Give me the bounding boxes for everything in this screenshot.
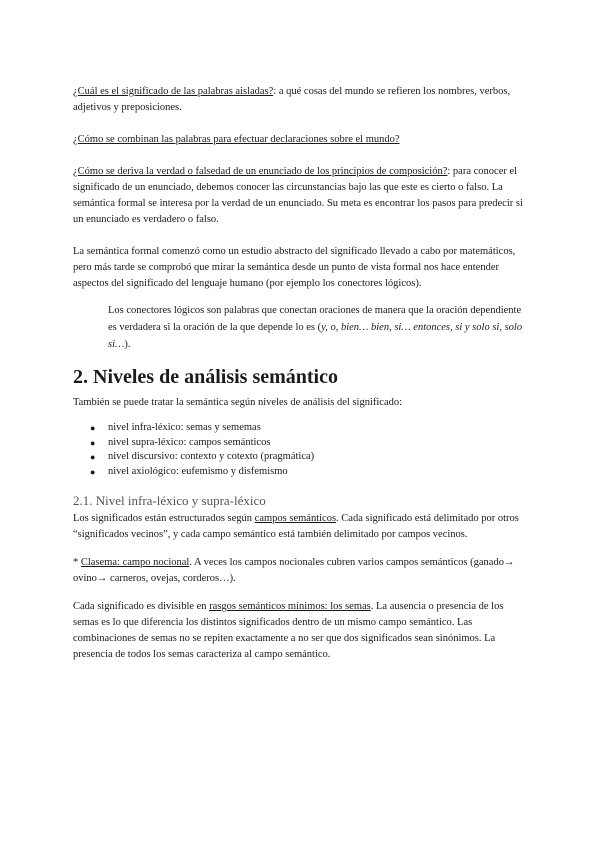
list-item: ● nivel axiológico: eufemismo y disfemismo <box>108 465 528 480</box>
question-text-1: : a qué cosas del mundo se refieren los nombres, verbos, adjetivos y preposiciones. <box>73 86 511 113</box>
quote-italic: y, o, bien… bien, si… entonces, si y solo si, solo si… <box>108 322 523 350</box>
question-paragraph-1 <box>73 84 528 116</box>
question-link-3: ¿Cómo se deriva la verdad o falsedad de un enunciado de los principios de composición? <box>73 166 448 177</box>
question-link-1: ¿Cuál es el significado de las palabras aisladas? <box>73 86 274 97</box>
list-item: ● nivel infra-léxico: semas y sememas <box>108 421 528 436</box>
semes-link: rasgos semánticos mínimos: los semas <box>209 601 371 612</box>
connectors-quote <box>108 302 528 353</box>
question-paragraph-3 <box>73 164 528 228</box>
bullet-icon: ● <box>90 437 96 448</box>
bullet-icon: ● <box>90 452 96 462</box>
bullet-icon: ● <box>90 423 96 433</box>
section-2-1-heading: 2.1. Nivel infra-léxico y supra-léxico <box>73 493 266 508</box>
semantic-fields-link: campos semánticos <box>254 513 337 524</box>
formal-semantics-paragraph: La semántica formal comenzó como un estudio abstracto del significado llevado a cabo por matemáticos, pero más tarde se comprobó que mirar la semántica desde un punto de vista formal nos hace entender aspectos del significado del lenguaje humano (por ejemplo los conectores lógicos). <box>73 246 516 289</box>
clasema-link: Clasema: campo nocional <box>80 557 190 568</box>
quote-end: ). <box>124 339 131 350</box>
levels-list <box>73 421 528 479</box>
section-2-intro: También se puede tratar la semántica según niveles de análisis del significado: <box>73 397 403 408</box>
question-paragraph-2 <box>73 132 528 148</box>
clasema-paragraph: * Clasema: campo nocional. A veces los campos nocionales cubren varios campos semánticos (ganado→ ovino→ carneros, ovejas, corderos…). <box>73 557 515 584</box>
question-link-2: ¿Cómo se combinan las palabras para efectuar declaraciones sobre el mundo? <box>73 134 400 145</box>
question-text-3: : para conocer el significado de un enunciado, debemos conocer las circunstancias bajo las que este es cierto o falso. La semántica formal se interesa por la verdad de un enunciado. Su meta es encontrar los pasos para predecir si un enunciado es verdadero o falso. <box>73 166 523 225</box>
list-item: ● nivel supra-léxico: campos semánticos <box>108 436 528 451</box>
semes-paragraph: Cada significado es divisible en rasgos semánticos mínimos: los semas. La ausencia o presencia de los semas es lo que diferencia los distintos significados dentro de un mismo campo semántico. Las combinaciones de semas no se repiten exactamente a no ser que dos significados sean sinónimos. La presencia de todos los semas caracteriza al campo semántico. <box>73 601 504 660</box>
bullet-icon: ● <box>90 466 96 477</box>
document-page <box>73 84 528 663</box>
list-item: ● nivel discursivo: contexto y cotexto (pragmática) <box>108 450 528 465</box>
semantic-fields-paragraph: Los significados están estructurados según campos semánticos. Cada significado está delimitado por otros “significados vecinos”, y cada campo semántico está también delimitado por campos vecinos. <box>73 513 519 540</box>
quote-text: Los conectores lógicos son palabras que conectan oraciones de manera que la oración dependiente es verdadera si la oración de la que depende lo es ( <box>108 305 522 333</box>
section-2-heading: 2. Niveles de análisis semántico <box>73 366 338 388</box>
